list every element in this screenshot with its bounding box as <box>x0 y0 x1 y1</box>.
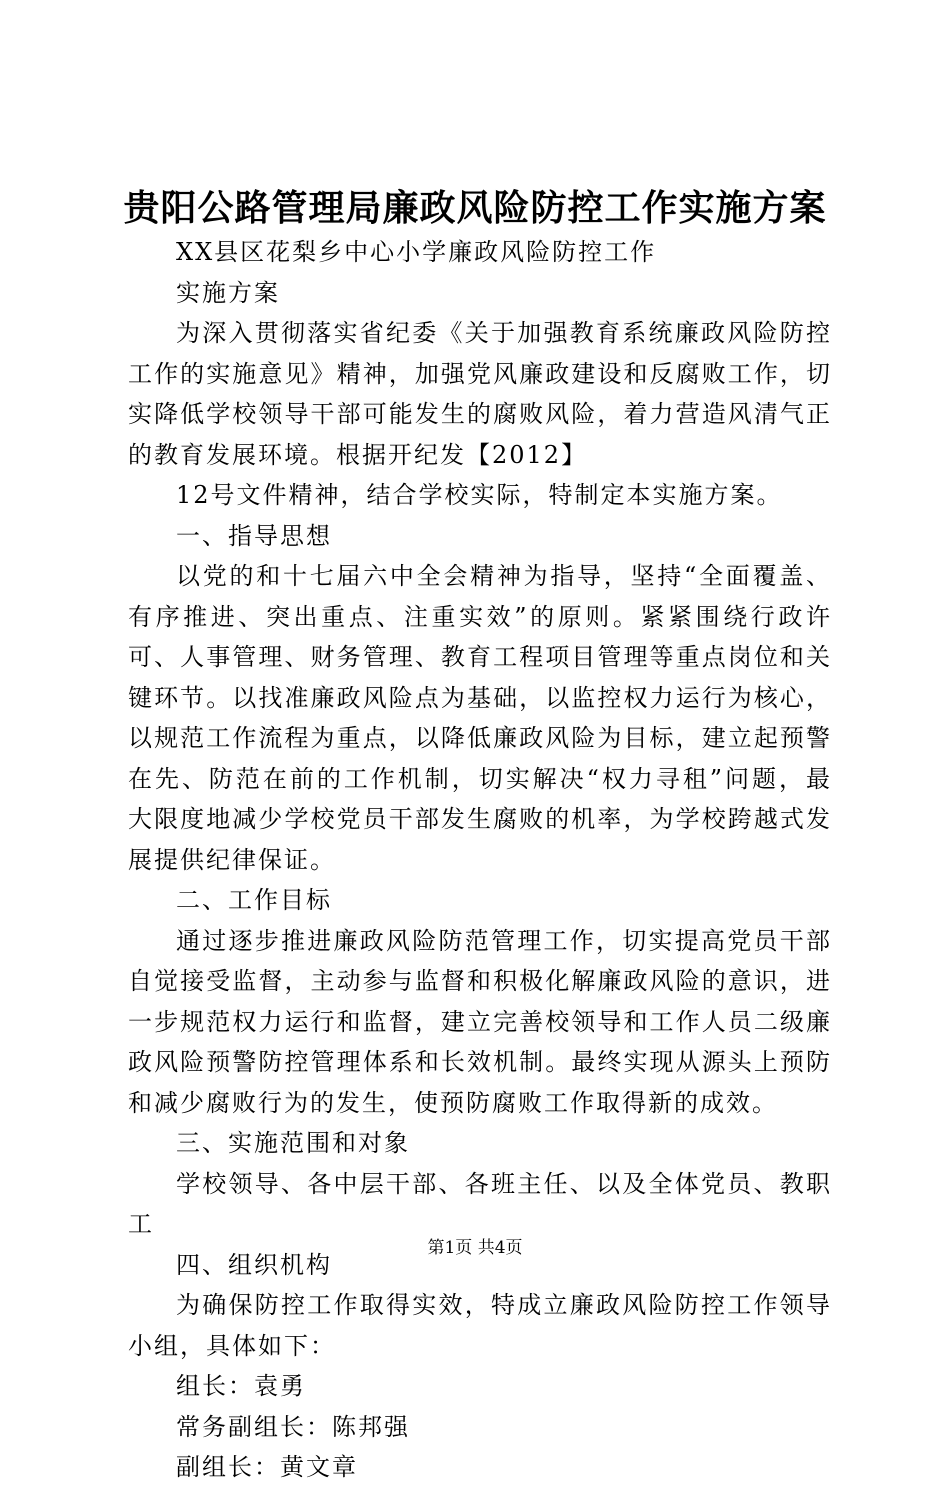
member-leader: 组长：袁勇 <box>176 1372 306 1400</box>
section-heading-work-goals: 二、工作目标 <box>176 886 332 914</box>
paragraph-school-name: XX县区花梨乡中心小学廉政风险防控工作 <box>176 238 657 266</box>
paragraph-work-goals: 通过逐步推进廉政风险防范管理工作，切实提高党员干部自觉接受监督，主动参与监督和积极化解廉政风险的意识，进一步规范权力运行和监督，建立完善校领导和工作人员二级廉政风险预警防控管理体系和长效机制。最终实现从源头上预防和减少腐败行为的发生，使预防腐败工作取得新的成效。 <box>128 926 832 1117</box>
page-footer: 第1页 共4页 <box>427 1238 523 1258</box>
paragraph-scope: 学校领导、各中层干部、各班主任、以及全体党员、教职工 <box>128 1169 832 1238</box>
paragraph-guiding-thought: 以党的和十七届六中全会精神为指导，坚持“全面覆盖、有序推进、突出重点、注重实效”的原则。紧紧围绕行政许可、人事管理、财务管理、教育工程项目管理等重点岗位和关键环节。以找准廉政风险点为基础，以监控权力运行为核心，以规范工作流程为重点，以降低廉政风险为目标，建立起预警在先、防范在前的工作机制，切实解决“权力寻租”问题，最大限度地减少学校党员干部发生腐败的机率，为学校跨越式发展提供纪律保证。 <box>128 562 832 874</box>
document-title: 贵阳公路管理局廉政风险防控工作实施方案 <box>123 187 827 229</box>
paragraph-intro: 为深入贯彻落实省纪委《关于加强教育系统廉政风险防控工作的实施意见》精神，加强党风廉政建设和反腐败工作，切实降低学校领导干部可能发生的腐败风险，着力营造风清气正的教育发展环境。根据开纪发【2012】 <box>128 319 832 469</box>
section-heading-organization: 四、组织机构 <box>176 1250 332 1279</box>
member-deputy: 副组长：黄文章 <box>176 1453 358 1481</box>
section-heading-scope: 三、实施范围和对象 <box>176 1129 410 1157</box>
paragraph-organization: 为确保防控工作取得实效，特成立廉政风险防控工作领导小组，具体如下： <box>128 1291 832 1360</box>
paragraph-plan-label: 实施方案 <box>176 278 280 307</box>
member-executive-deputy: 常务副组长：陈邦强 <box>176 1412 410 1441</box>
document-body <box>128 232 832 1488</box>
section-heading-guiding-thought: 一、指导思想 <box>176 521 332 550</box>
paragraph-intro-continued: 12号文件精神，结合学校实际，特制定本实施方案。 <box>176 481 783 509</box>
